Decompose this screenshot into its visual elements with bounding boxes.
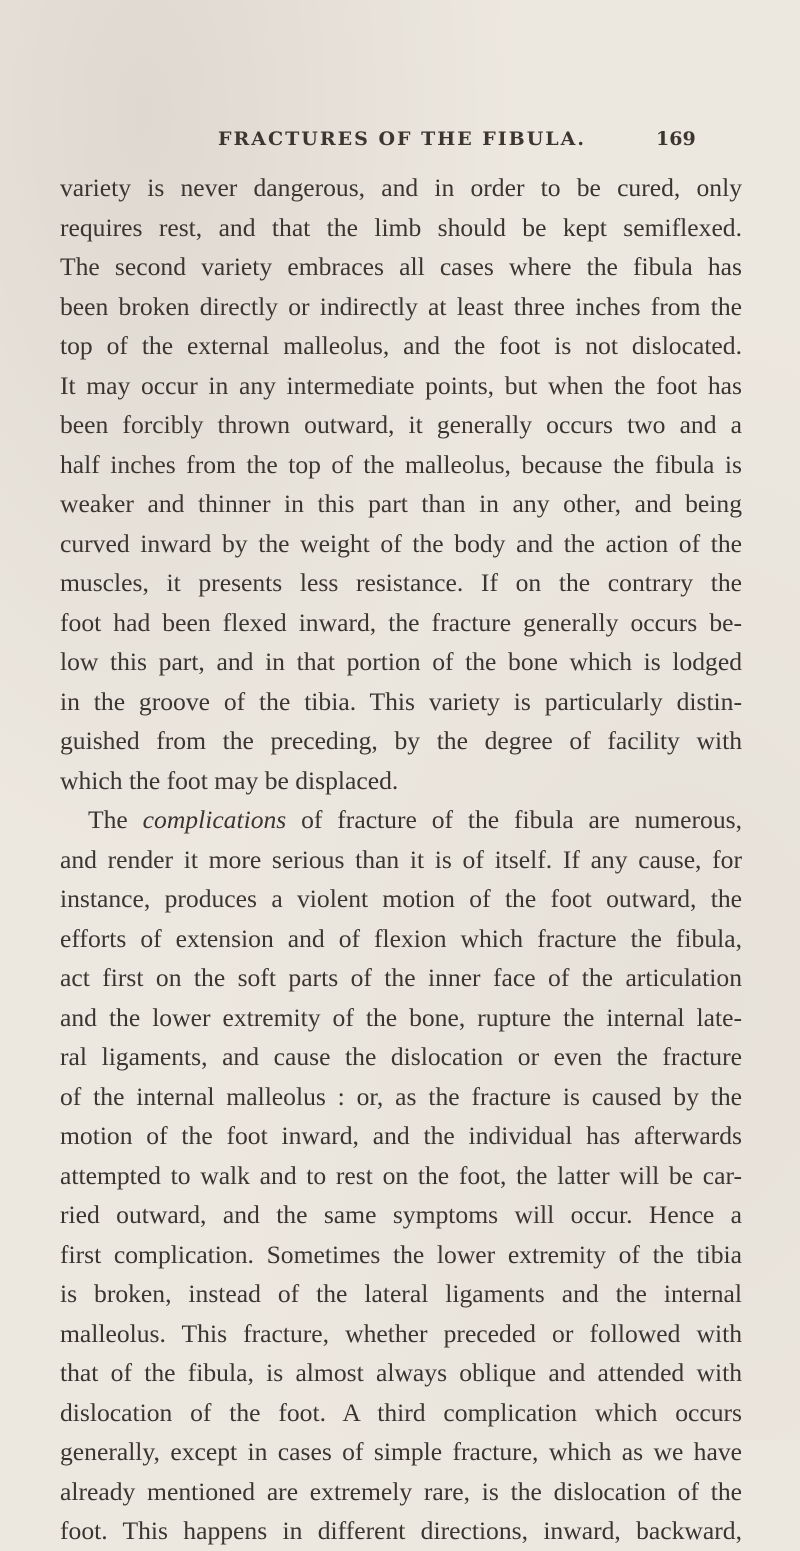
text-line: and render it more serious than it is of itself. If any cause, for (60, 844, 742, 874)
text-line: The second variety embraces all cases where the fibula has (60, 252, 742, 281)
text-line: first complication. Sometimes the lower extremity of the tibia (60, 1239, 742, 1269)
text-line: efforts of extension and of flexion which fracture the fibula, (60, 923, 742, 953)
text-line: and the lower extremity of the bone, rupture the internal late- (60, 1002, 742, 1032)
text-run: of fracture of the fibula are numerous, (286, 805, 742, 834)
text-line: is broken, instead of the lateral ligaments and the internal (60, 1279, 742, 1308)
page-number: 169 (656, 128, 696, 150)
text-line: act first on the soft parts of the inner face of the articulation (60, 963, 742, 992)
text-line: instance, produces a violent motion of the foot outward, the (60, 884, 742, 913)
text-line: muscles, it presents less resistance. If on the contrary the (60, 568, 742, 597)
text-line: been broken directly or indirectly at least three inches from the (60, 291, 742, 321)
text-line: malleolus. This fracture, whether preceded or followed with (60, 1318, 742, 1348)
text-line: generally, except in cases of simple fracture, which as we have (60, 1437, 742, 1466)
italic-term: complications (142, 805, 287, 834)
text-line: requires rest, and that the limb should be kept semiflexed. (60, 212, 742, 242)
text-line: attempted to walk and to rest on the foot, the latter will be car- (60, 1160, 742, 1190)
paragraph-start-line (60, 800, 742, 840)
text-line: weaker and thinner in this part than in any other, and being (60, 489, 742, 518)
text-line: been forcibly thrown outward, it generally occurs two and a (60, 410, 742, 439)
text-line: foot had been flexed inward, the fracture generally occurs be- (60, 607, 742, 637)
text-line: in the groove of the tibia. This variety is particularly distin- (60, 686, 742, 716)
text-line: already mentioned are extremely rare, is the dislocation of the (60, 1476, 742, 1506)
text-line: of the internal malleolus : or, as the fracture is caused by the (60, 1081, 742, 1111)
text-line: variety is never dangerous, and in order to be cured, only (60, 173, 742, 202)
text-line: foot. This happens in different directions, inward, backward, (60, 1516, 742, 1545)
text-line: half inches from the top of the malleolus, because the fibula is (60, 449, 742, 479)
text-line: which the foot may be displaced. (60, 765, 399, 795)
running-head: FRACTURES OF THE FIBULA. (218, 128, 587, 150)
text-line: top of the external malleolus, and the foot is not dislocated. (60, 331, 742, 360)
text-line: ried outward, and the same symptoms will occur. Hence a (60, 1200, 742, 1229)
text-line: dislocation of the foot. A third complication which occurs (60, 1397, 742, 1427)
page-header (0, 128, 800, 160)
text-line: low this part, and in that portion of the bone which is lodged (60, 647, 742, 676)
text-run: The (88, 805, 143, 834)
text-line: that of the fibula, is almost always oblique and attended with (60, 1358, 742, 1387)
text-line: curved inward by the weight of the body and the action of the (60, 528, 742, 558)
body-text (60, 168, 742, 1551)
text-line: ral ligaments, and cause the dislocation or even the fracture (60, 1042, 742, 1071)
text-line: motion of the foot inward, and the individual has afterwards (60, 1121, 742, 1150)
text-line: It may occur in any intermediate points, but when the foot has (60, 370, 742, 400)
text-line: guished from the preceding, by the degree of facility with (60, 726, 742, 755)
